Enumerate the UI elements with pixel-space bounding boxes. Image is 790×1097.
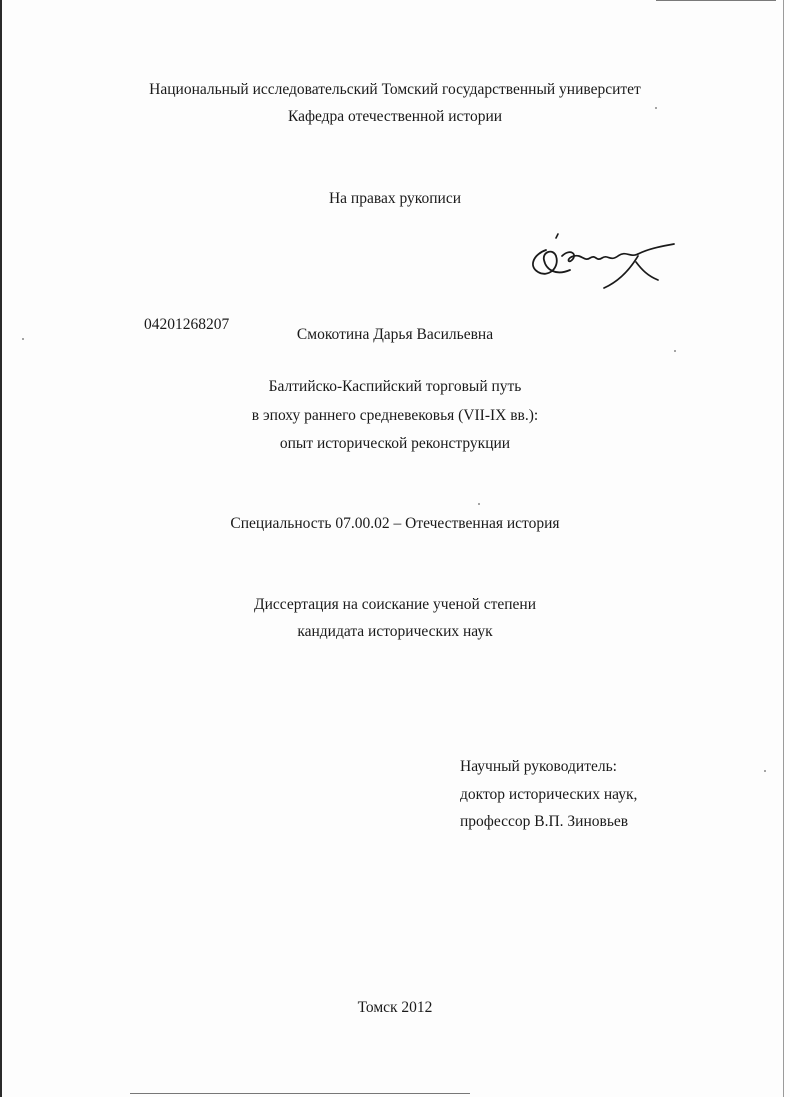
author-name: Смокотина Дарья Васильевна bbox=[296, 326, 494, 343]
degree-line-2: кандидата исторических наук bbox=[297, 623, 493, 640]
scan-edge-left bbox=[0, 0, 2, 1097]
department-name: Кафедра отечественной истории bbox=[287, 108, 503, 125]
university-name: Национальный исследовательский Томский государственный университет bbox=[149, 81, 641, 98]
city-year: Томск 2012 bbox=[357, 999, 433, 1016]
scan-speck bbox=[674, 350, 676, 352]
scan-speck bbox=[764, 770, 766, 772]
supervisor-degree: доктор исторических наук, bbox=[460, 786, 638, 803]
title-line-2: в эпоху раннего средневековья (VII-IX вв.): bbox=[251, 407, 539, 424]
handwritten-signature-icon bbox=[526, 232, 678, 294]
supervisor-name: профессор В.П. Зиновьев bbox=[460, 813, 629, 830]
registration-number: 04201268207 bbox=[144, 316, 230, 333]
specialty: Специальность 07.00.02 – Отечественная история bbox=[230, 515, 560, 532]
scan-edge-bottom bbox=[130, 1093, 470, 1094]
supervisor-label: Научный руководитель: bbox=[460, 758, 617, 775]
title-line-3: опыт исторической реконструкции bbox=[279, 435, 511, 452]
degree-line-1: Диссертация на соискание ученой степени bbox=[254, 596, 536, 613]
scan-edge-right bbox=[783, 0, 784, 1097]
title-line-1: Балтийско-Каспийский торговый путь bbox=[268, 378, 522, 395]
manuscript-note: На правах рукописи bbox=[328, 190, 462, 207]
scan-speck bbox=[478, 503, 480, 505]
scan-edge-top bbox=[656, 0, 776, 1]
